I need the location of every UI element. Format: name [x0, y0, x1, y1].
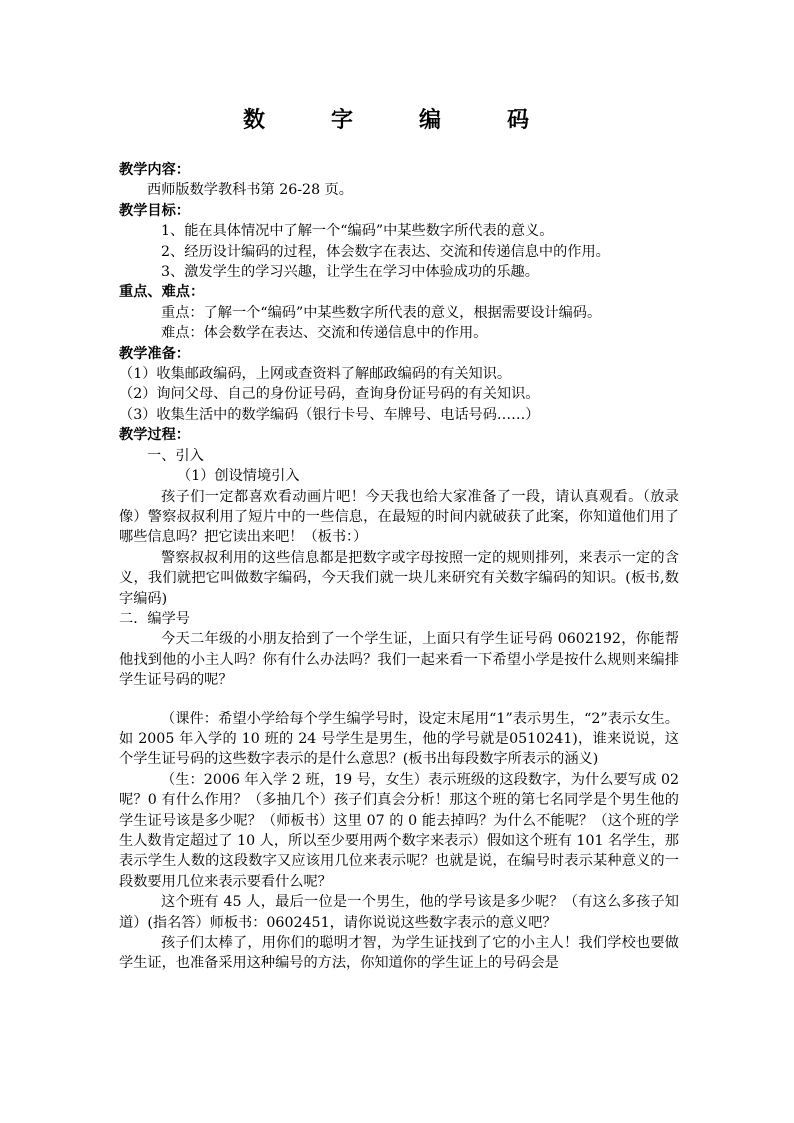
section-heading-content: 教学内容：	[119, 162, 190, 178]
section-heading-process: 教学过程：	[119, 427, 190, 444]
paragraph: （生：2006 年入学 2 班，19 号，女生）表示班级的这段数字，为什么要写成 02 呢？0 有什么作用？（多抽几个）孩子们真会分析！那这个班的第七名同学是个男生他的学生证号该是多少呢？（师板书）这里 07 的 0 能去掉吗？为什么不能呢？（这个班的学生人数肯定超过了 10 人，所以至少要用两个数字来表示）假如这个班有 101 名学生，那表示学生人数的这段数字又应该用几位来表示呢？也就是说，在编号时表示某种意义的一段数要用几位来表示要看什么呢？	[119, 771, 679, 890]
key-point: 重点：了解一个“编码”中某些数字所代表的意义，根据需要设计编码。	[161, 304, 602, 321]
prep-item: （3）收集生活中的数学编码（银行卡号、车牌号、电话号码……）	[119, 406, 540, 423]
step-subheading: （1）创设情境引入	[177, 468, 300, 485]
goal-item: 1、能在具体情况中了解一个“编码”中某些数字所代表的意义。	[161, 223, 554, 240]
paragraph: 孩子们一定都喜欢看动画片吧！今天我也给大家准备了一段，请认真观看。（放录像）警察叔叔利用了短片中的一些信息，在最短的时间内就破获了此案，你知道他们用了哪些信息吗？把它读出来吧！（板书：）	[119, 488, 679, 546]
section-heading-goals: 教学目标：	[119, 202, 190, 219]
paragraph: 警察叔叔利用的这些信息都是把数字或字母按照一定的规则排列，来表示一定的含义，我们就把它叫做数字编码，今天我们就一块儿来研究有关数字编码的知识。(板书,数字编码)	[119, 549, 679, 607]
goal-item: 2、经历设计编码的过程，体会数字在表达、交流和传递信息中的作用。	[161, 243, 610, 260]
document-body	[119, 160, 679, 974]
section-heading-prep: 教学准备：	[119, 345, 190, 362]
goal-item: 3、激发学生的学习兴趣，让学生在学习中体验成功的乐趣。	[161, 264, 539, 281]
page-title: 数 字 编 码	[242, 107, 551, 133]
difficult-point: 难点：体会数学在表达、交流和传递信息中的作用。	[161, 325, 488, 342]
step-heading: 二．编学号	[119, 610, 190, 627]
section-heading-key-points: 重点、难点：	[119, 284, 205, 301]
paragraph: 今天二年级的小朋友拾到了一个学生证，上面只有学生证号码 0602192，你能帮他找到他的小主人吗？你有什么办法吗？我们一起来看一下希望小学是按什么规则来编排学生证号码的呢？	[119, 631, 679, 689]
step-heading: 一、引入	[147, 447, 204, 464]
content-text: 西师版数学教科书第 26-28 页。	[147, 182, 353, 199]
paragraph-gap	[119, 691, 679, 709]
paragraph: 孩子们太棒了，用你们的聪明才智，为学生证找到了它的小主人！我们学校也要做学生证，也准备采用这种编号的方法，你知道你的学生证上的号码会是	[119, 935, 679, 972]
prep-item: （2）询问父母、自己的身份证号码，查询身份证号码的有关知识。	[119, 386, 540, 403]
prep-item: （1）收集邮政编码，上网或查资料了解邮政编码的有关知识。	[119, 366, 512, 383]
paragraph: 这个班有 45 人，最后一位是一个男生，他的学号该是多少呢？（有这么多孩子知道）(指名答）师板书：0602451，请你说说这些数字表示的意义吧？	[119, 894, 679, 931]
paragraph: （课件：希望小学给每个学生编学号时，设定末尾用“1”表示男生，“2”表示女生。如 2005 年入学的 10 班的 24 号学生是男生，他的学号就是0510241)，谁来说说，这个学生证号码的这些数字表示的是什么意思？(板书出每段数字所表示的涵义)	[119, 710, 679, 768]
